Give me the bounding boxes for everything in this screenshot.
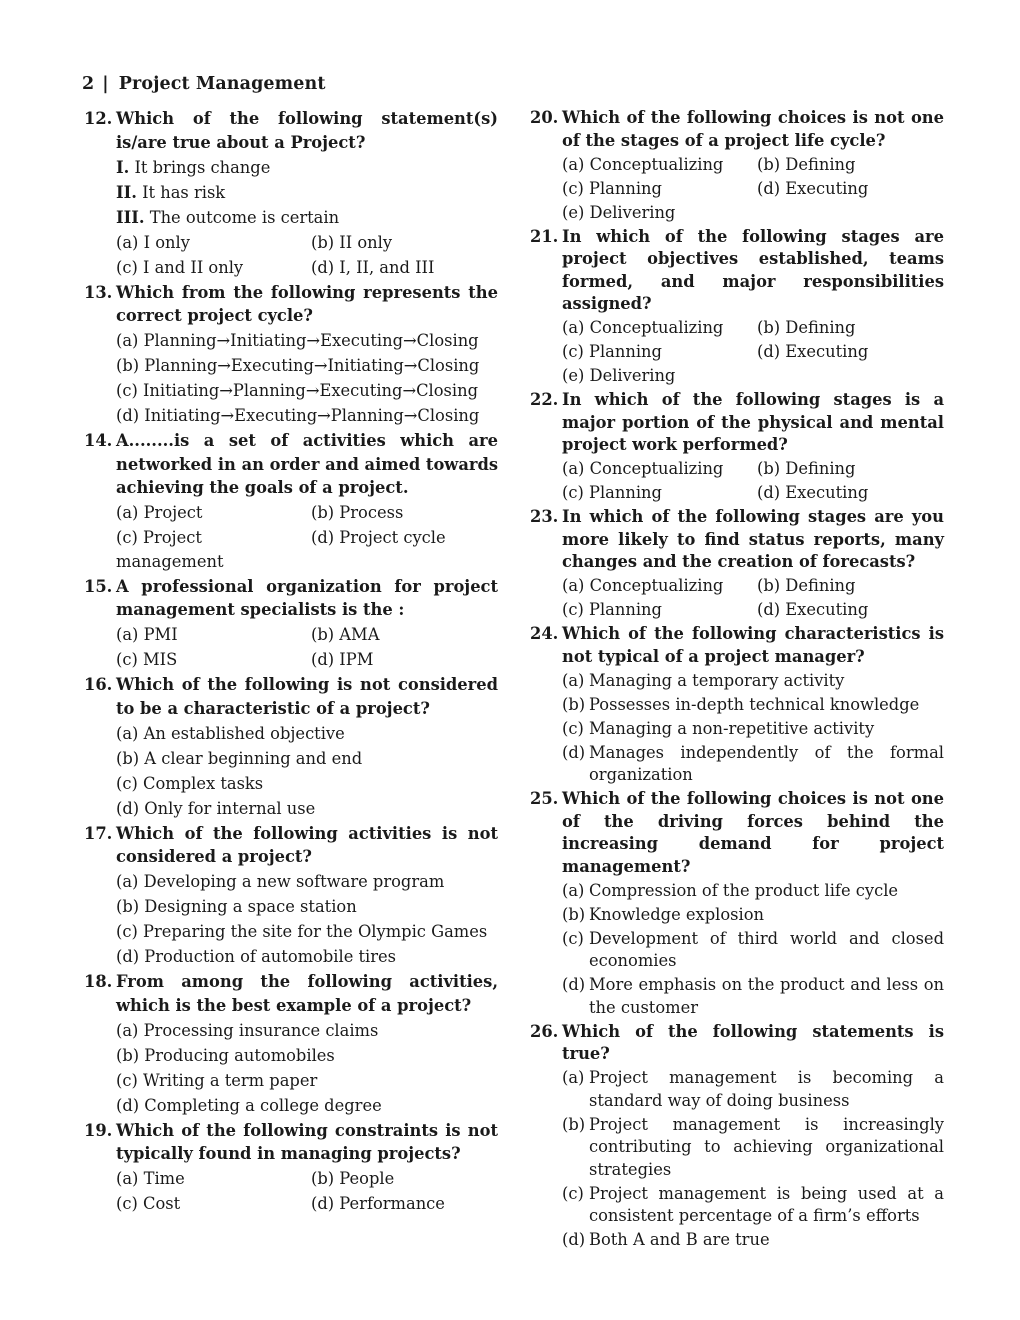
statement-roman: II. [116, 182, 137, 202]
option-text: Compression of the product life cycle [589, 880, 899, 900]
option-d: (d) Executing [757, 178, 869, 198]
options-grid [116, 623, 498, 672]
option-a: (a) Project [116, 503, 203, 522]
question-19 [84, 1119, 498, 1216]
option-b: (b) Defining [757, 576, 856, 595]
option-label: (a) [562, 670, 585, 690]
option-a [562, 880, 944, 903]
option-b: (b) People [311, 1169, 395, 1188]
option-b: (b) Defining [757, 459, 856, 478]
question-number: 26. [530, 1021, 559, 1041]
option-label: (b) [562, 694, 586, 714]
option-c: (c) Preparing the site for the Olympic Games [116, 922, 488, 941]
question-text: Which of the following statement(s) is/are true about a Project? [116, 109, 498, 152]
option-a: (a) Time [116, 1169, 185, 1188]
option-b [562, 1114, 944, 1182]
option-b: (b) AMA [311, 625, 380, 644]
question-text: Which of the following choices is not one of the stages of a project life cycle? [562, 108, 944, 150]
option-d: (d) Executing [757, 483, 869, 502]
option-b: (b) Defining [757, 154, 856, 174]
question-text: Which of the following choices is not one of the driving forces behind the increasing demand for project management? [562, 789, 944, 876]
option-label: (b) [562, 1114, 586, 1134]
option-b: (b) Defining [757, 318, 856, 337]
option-b [562, 694, 944, 717]
option-b: (b) Producing automobiles [116, 1045, 335, 1065]
option-c: (c) Initiating→Planning→Executing→Closing [116, 381, 479, 400]
question-number: 15. [84, 576, 113, 596]
question-text: Which of the following constraints is not typically found in managing projects? [116, 1120, 498, 1163]
option-label: (d) [562, 742, 586, 762]
option-a: (a) Developing a new software program [116, 872, 445, 891]
question-12 [84, 107, 498, 279]
question-number: 13. [84, 282, 113, 302]
option-label: (a) [562, 1068, 585, 1087]
option-label: (c) [562, 1183, 584, 1203]
question-number: 23. [530, 507, 559, 526]
option-b: (b) Designing a space station [116, 897, 357, 916]
question-18 [84, 970, 498, 1117]
question-text: From among the following activities, which is the best example of a project? [116, 972, 498, 1015]
question-text: A........is a set of activities which are networked in an order and aimed towards achieving the goals of a project. [116, 431, 498, 497]
question-text: Which of the following activities is not considered a project? [116, 823, 498, 866]
statement-roman: III. [116, 207, 145, 227]
question-21 [530, 226, 944, 388]
statement-text: It brings change [129, 157, 271, 177]
question-number: 21. [530, 226, 559, 246]
option-d: (d) Production of automobile tires [116, 947, 397, 966]
option-d [562, 742, 944, 787]
option-a: (a) An established objective [116, 723, 345, 743]
option-a: (a) Conceptualizing [562, 576, 724, 595]
question-26 [530, 1021, 944, 1252]
option-c: (c) Complex tasks [116, 773, 264, 793]
question-25 [530, 788, 944, 1019]
option-b [562, 904, 944, 927]
options-grid [562, 154, 944, 201]
option-label: (d) [562, 1230, 586, 1249]
option-b: (b) Process [311, 503, 404, 522]
option-c: (c) I and II only [116, 257, 244, 277]
question-text: In which of the following stages are you more likely to find status reports, many changes and the creation of forecasts? [562, 507, 944, 571]
option-a: (a) Conceptualizing [562, 318, 724, 337]
option-label: (c) [562, 718, 584, 738]
option-text: Project management is increasingly contributing to achieving organizational strategies [589, 1114, 944, 1179]
option-d: (d) Performance [311, 1194, 445, 1213]
option-c [562, 718, 944, 741]
page-number: 2 [82, 74, 95, 94]
statement-3 [116, 206, 498, 230]
statement-2 [116, 181, 498, 205]
option-c: (c) Project management [116, 528, 224, 571]
question-23 [530, 506, 944, 622]
question-text: Which from the following represents the correct project cycle? [116, 282, 498, 325]
option-d: (d) Only for internal use [116, 798, 316, 818]
right-column [530, 107, 944, 1253]
option-text: Managing a non-repetitive activity [589, 718, 875, 738]
option-d: (d) Project cycle [311, 528, 446, 547]
option-text: Managing a temporary activity [589, 670, 845, 690]
option-b: (b) A clear beginning and end [116, 748, 363, 768]
question-13 [84, 281, 498, 428]
options-grid [116, 501, 498, 573]
option-d: (d) IPM [311, 650, 374, 669]
option-a: (a) I only [116, 232, 190, 252]
option-c: (c) Planning [562, 483, 662, 502]
option-c: (c) Cost [116, 1194, 181, 1213]
option-text: Project management is becoming a standard way of doing business [589, 1068, 944, 1110]
option-d: (d) Executing [757, 342, 869, 361]
option-b: (b) Planning→Executing→Initiating→Closing [116, 356, 480, 375]
left-column [84, 107, 498, 1217]
question-text: Which of the following is not considered to be a characteristic of a project? [116, 675, 498, 718]
option-label: (a) [562, 880, 585, 900]
question-14 [84, 429, 498, 573]
question-number: 20. [530, 108, 559, 127]
option-a [562, 670, 944, 693]
option-text: Knowledge explosion [589, 904, 764, 924]
option-label: (d) [562, 975, 586, 994]
question-number: 16. [84, 675, 113, 694]
option-a [562, 1067, 944, 1112]
options-grid [116, 231, 498, 280]
question-number: 25. [530, 789, 559, 808]
question-number: 12. [84, 109, 113, 128]
question-20 [530, 107, 944, 224]
option-a: (a) PMI [116, 625, 178, 644]
option-text: Manages independently of the formal organization [589, 742, 944, 784]
option-d: (d) Executing [757, 600, 869, 619]
question-text: In which of the following stages are project objectives established, teams formed, and major responsibilities assigned? [562, 226, 944, 313]
question-15 [84, 575, 498, 672]
option-d [562, 1229, 944, 1252]
question-24 [530, 623, 944, 787]
option-d: (d) Completing a college degree [116, 1095, 382, 1115]
option-a: (a) Conceptualizing [562, 154, 724, 174]
question-text: In which of the following stages is a major portion of the physical and mental project work performed? [562, 390, 944, 454]
option-e: (e) Delivering [562, 202, 676, 222]
option-c [562, 928, 944, 973]
question-22 [530, 389, 944, 505]
statement-text: It has risk [136, 182, 226, 202]
options-grid [562, 458, 944, 505]
option-label: (c) [562, 928, 584, 948]
option-c: (c) Planning [562, 342, 662, 361]
question-text: A professional organization for project management specialists is the : [116, 576, 498, 619]
book-title: Project Management [118, 74, 326, 94]
question-number: 22. [530, 390, 559, 409]
header-separator: | [102, 74, 109, 94]
option-e: (e) Delivering [562, 366, 676, 385]
option-text: Possesses in-depth technical knowledge [589, 694, 920, 714]
question-text: Which of the following statements is true? [562, 1021, 944, 1063]
option-c: (c) MIS [116, 650, 178, 669]
option-d: (d) I, II, and III [311, 257, 435, 277]
option-text: Development of third world and closed economies [589, 928, 944, 970]
statement-1 [116, 156, 498, 180]
option-d: (d) Initiating→Executing→Planning→Closing [116, 406, 480, 425]
question-number: 19. [84, 1120, 113, 1140]
statement-text: The outcome is certain [144, 207, 340, 227]
option-text: Project management is being used at a consistent percentage of a firm’s efforts [589, 1183, 944, 1225]
options-grid [562, 317, 944, 364]
option-c: (c) Writing a term paper [116, 1070, 318, 1090]
option-label: (b) [562, 904, 586, 924]
question-number: 17. [84, 823, 113, 843]
option-c [562, 1183, 944, 1228]
option-a: (a) Planning→Initiating→Executing→Closing [116, 331, 479, 350]
option-text: Both A and B are true [589, 1230, 770, 1249]
option-c: (c) Planning [562, 178, 662, 198]
options-grid [562, 575, 944, 622]
question-text: Which of the following characteristics is not typical of a project manager? [562, 624, 944, 666]
option-a: (a) Conceptualizing [562, 459, 724, 478]
option-a: (a) Processing insurance claims [116, 1020, 379, 1040]
options-grid [116, 1167, 498, 1216]
option-d [562, 974, 944, 1019]
option-b: (b) II only [311, 232, 393, 252]
option-c: (c) Planning [562, 600, 662, 619]
running-header [82, 74, 326, 94]
option-text: More emphasis on the product and less on the customer [589, 975, 944, 1017]
statement-roman: I. [116, 157, 130, 177]
question-number: 24. [530, 624, 559, 643]
question-number: 18. [84, 972, 113, 991]
question-16 [84, 673, 498, 820]
question-17 [84, 822, 498, 969]
question-number: 14. [84, 431, 113, 450]
